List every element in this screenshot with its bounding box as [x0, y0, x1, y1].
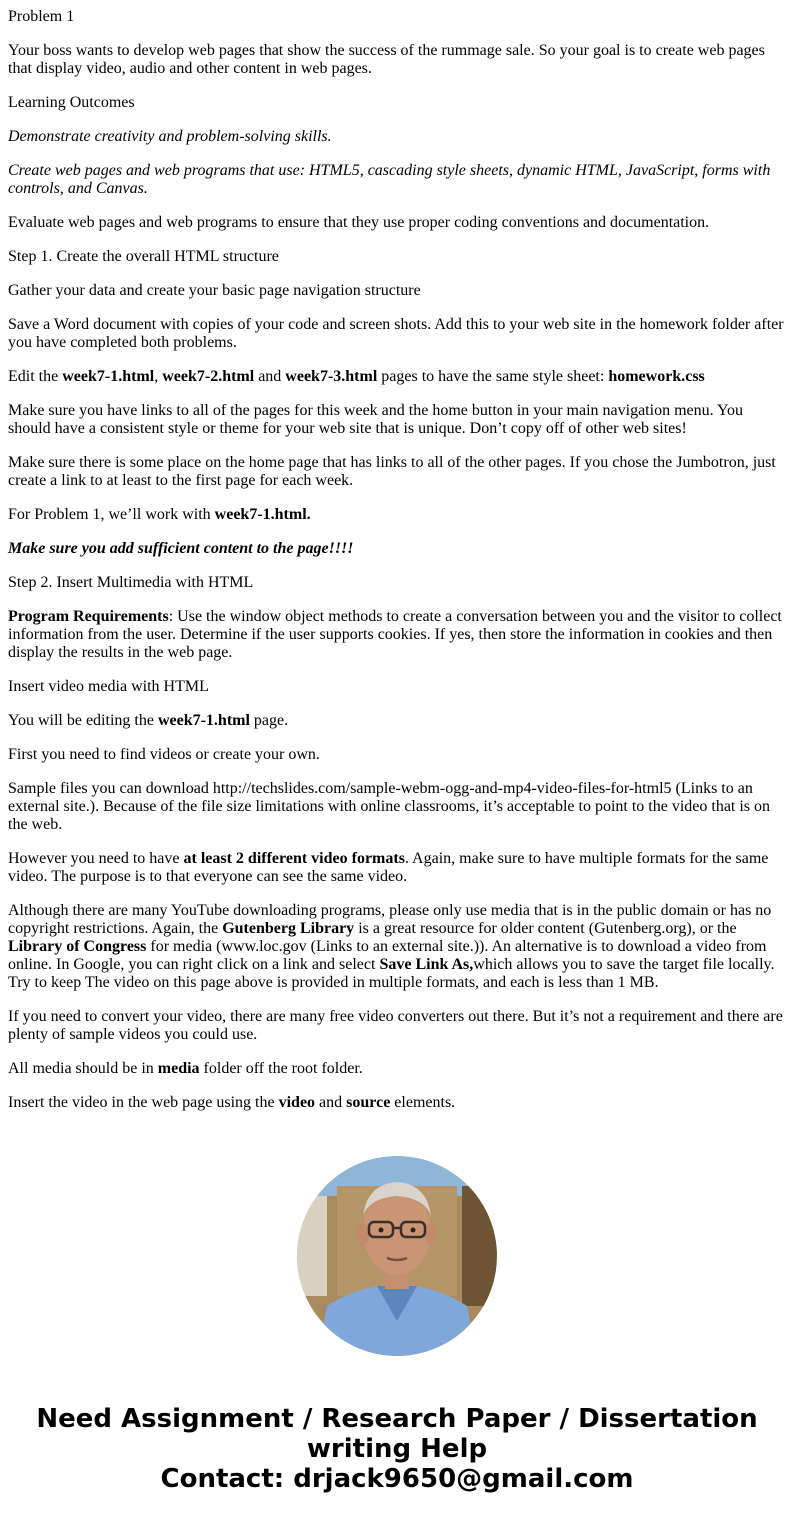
sufficient-content-text: Make sure you add sufficient content to the page!!!! — [8, 540, 354, 557]
elements-text-1: Insert the video in the web page using the — [8, 1094, 279, 1111]
problem1-file-paragraph — [8, 506, 786, 524]
program-requirements-label: Program Requirements — [8, 608, 169, 625]
elements-text-2: and — [315, 1094, 347, 1111]
intro-paragraph: Your boss wants to develop web pages that show the success of the rummage sale. So your goal is to create web pages that display video, audio and other content in web pages. — [8, 42, 765, 77]
media-text-1: All media should be in — [8, 1060, 158, 1077]
outcome-evaluate: Evaluate web pages and web programs to ensure that they use proper coding conventions and documentation. — [8, 214, 710, 231]
youtube-text-3: for media (www.loc.gov (Links to an external site.)). An alternative is to download a video from online. In Google, you can right click on a link and select — [8, 938, 767, 973]
problem1-text: For Problem 1, we’ll work with — [8, 506, 215, 523]
step2-heading: Step 2. Insert Multimedia with HTML — [8, 574, 254, 591]
file-week7-3: week7-3.html — [285, 368, 378, 385]
footer-help-line: Need Assignment / Research Paper / Dissertation writing Help — [36, 1404, 758, 1464]
youtube-text-1: Although there are many YouTube downloading programs, please only use media that is in the public domain or has no copyright restrictions. Again, the — [8, 902, 772, 937]
problem1-file: week7-1.html. — [214, 506, 311, 523]
editing-text-2: page. — [249, 712, 289, 729]
editing-file: week7-1.html — [157, 712, 250, 729]
learning-outcomes-heading: Learning Outcomes — [8, 94, 135, 111]
edit-text-3: and — [254, 368, 286, 385]
video-formats-paragraph — [8, 850, 786, 886]
outcome-creativity — [8, 128, 786, 146]
avatar-container — [0, 1156, 794, 1356]
media-folder-paragraph — [8, 1060, 786, 1078]
outcome-creativity-text: Demonstrate creativity and problem-solving skills. — [8, 128, 332, 145]
footer-banner — [0, 1404, 794, 1494]
source-element: source — [346, 1094, 391, 1111]
sufficient-content-paragraph — [8, 540, 786, 558]
media-text-2: folder off the root folder. — [199, 1060, 363, 1077]
avatar — [297, 1156, 497, 1356]
navigation-links-paragraph: Make sure you have links to all of the pages for this week and the home button in your main navigation menu. You should have a consistent style or theme for your web site that is unique. Don’t copy off of other web sites! — [8, 402, 743, 437]
editing-text-1: You will be editing the — [8, 712, 158, 729]
insert-elements-paragraph — [8, 1094, 786, 1112]
problem-title: Problem 1 — [8, 8, 75, 25]
convert-video-paragraph: If you need to convert your video, there are many free video converters out there. But it’s not a requirement and there are plenty of sample videos you could use. — [8, 1008, 783, 1043]
formats-text-2: . Again, make sure to have multiple formats for the same video. The purpose is to that everyone can see the same video. — [8, 850, 769, 885]
find-videos-paragraph: First you need to find videos or create your own. — [8, 746, 320, 763]
save-word-paragraph: Save a Word document with copies of your code and screen shots. Add this to your web site in the homework folder after you have completed both problems. — [8, 316, 784, 351]
media-folder: media — [157, 1060, 200, 1077]
save-link-as: Save Link As, — [379, 956, 474, 973]
outcome-web-pages — [8, 162, 786, 198]
program-requirements-paragraph — [8, 608, 786, 662]
editing-page-paragraph — [8, 712, 786, 730]
footer-contact-line: Contact: drjack9650@gmail.com — [160, 1464, 634, 1494]
step1-heading: Step 1. Create the overall HTML structure — [8, 248, 279, 265]
gutenberg-library: Gutenberg Library — [222, 920, 355, 937]
youtube-text-2: is a great resource for older content (Gutenberg.org), or the — [354, 920, 737, 937]
program-requirements-text: : Use the window object methods to create a conversation between you and the visitor to collect information from the user. Determine if the user supports cookies. If yes, then store the information in cookies and then display the results in the web page. — [8, 608, 782, 661]
gather-data-paragraph: Gather your data and create your basic page navigation structure — [8, 282, 421, 299]
youtube-text-4: which allows you to save the target file locally. Try to keep The video on this page above is provided in multiple formats, and each is less than 1 MB. — [8, 956, 775, 991]
sample-files-paragraph: Sample files you can download http://techslides.com/sample-webm-ogg-and-mp4-video-files-for-html5 (Links to an external site.). Because of the file size limitations with online classrooms, it’s acceptable to point to the video that is on the web. — [8, 780, 771, 833]
library-of-congress: Library of Congress — [8, 938, 147, 955]
video-element: video — [278, 1094, 316, 1111]
edit-text-1: Edit the — [8, 368, 63, 385]
formats-text-1: However you need to have — [8, 850, 184, 867]
insert-video-heading: Insert video media with HTML — [8, 678, 209, 695]
home-page-paragraph: Make sure there is some place on the home page that has links to all of the other pages. If you chose the Jumbotron, just create a link to at least to the first page for each week. — [8, 454, 776, 489]
formats-bold: at least 2 different video formats — [183, 850, 405, 867]
edit-stylesheet-paragraph — [8, 368, 786, 386]
edit-text-2: , — [154, 368, 163, 385]
edit-text-4: pages to have the same style sheet: — [377, 368, 609, 385]
file-week7-1: week7-1.html — [62, 368, 155, 385]
copyright-paragraph — [8, 902, 786, 992]
file-homework-css: homework.css — [608, 368, 705, 385]
elements-text-3: elements. — [390, 1094, 456, 1111]
outcome-web-pages-text: Create web pages and web programs that use: HTML5, cascading style sheets, dynamic HTML, JavaScript, forms with controls, and Canvas. — [8, 162, 771, 197]
file-week7-2: week7-2.html — [162, 368, 255, 385]
